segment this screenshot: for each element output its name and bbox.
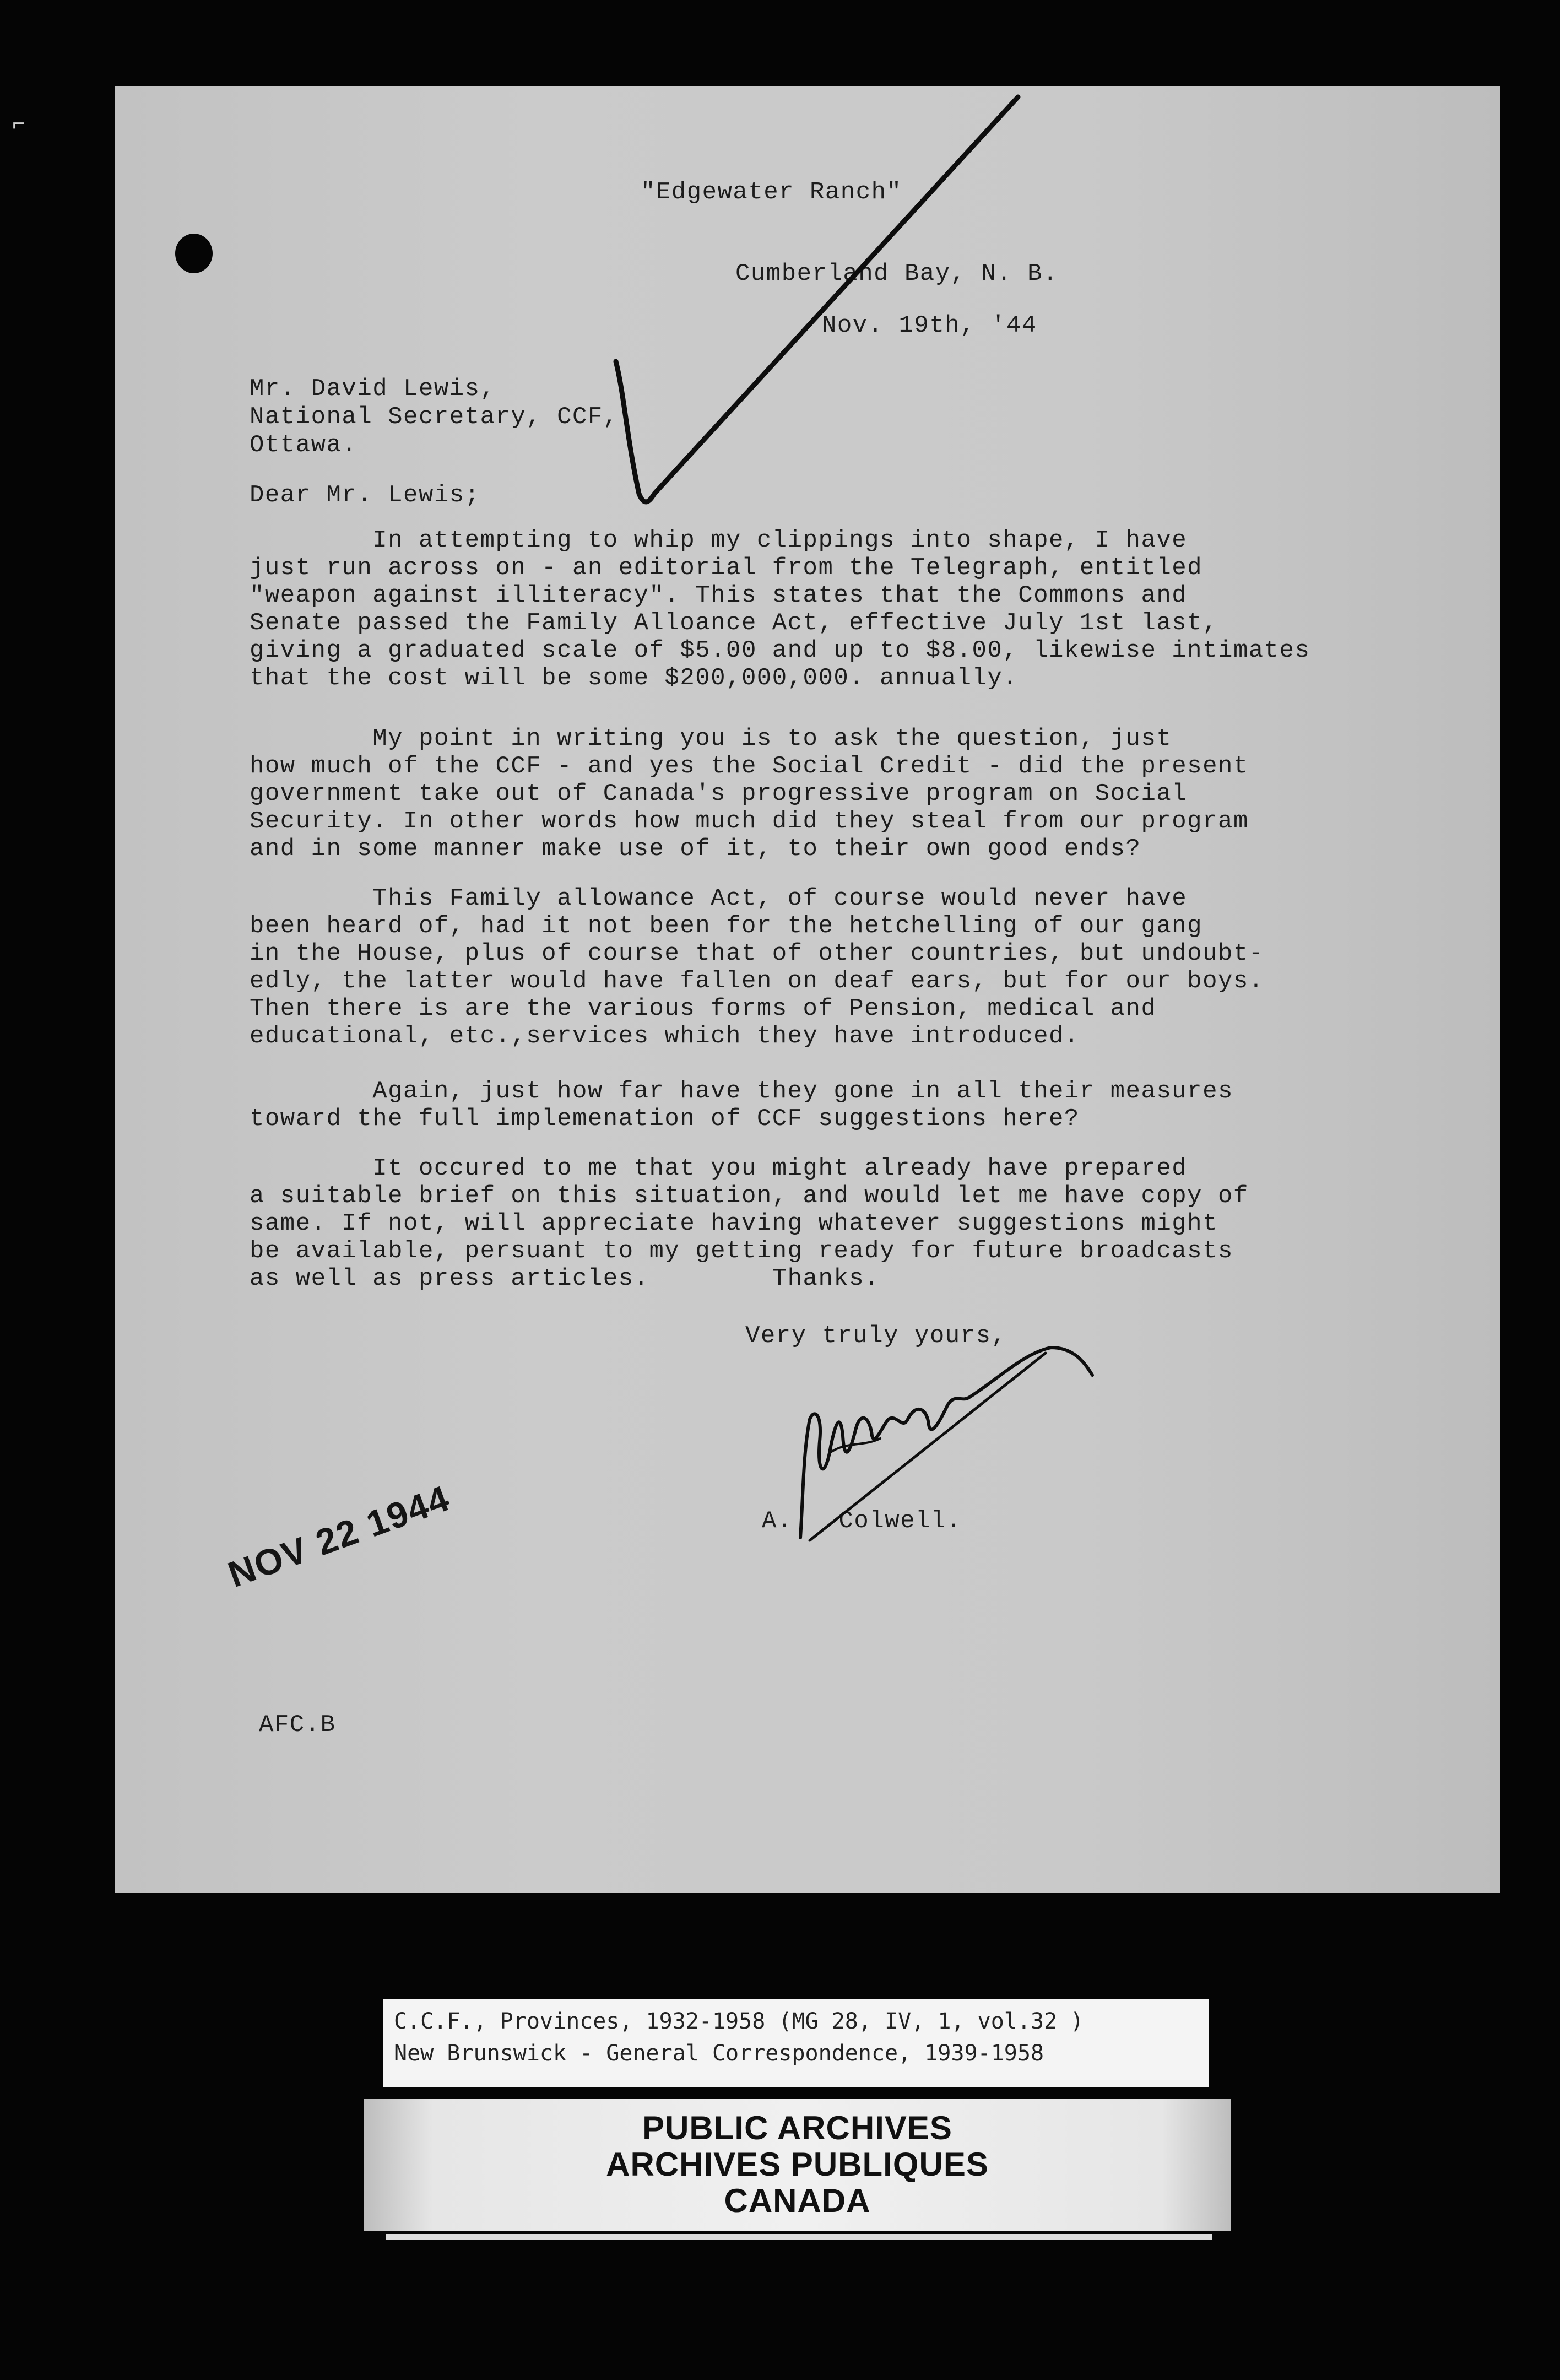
archive-reference-line: C.C.F., Provinces, 1932-1958 (MG 28, IV, 1, vol.32 ) (394, 2009, 1084, 2034)
body-line: This Family allowance Act, of course would never have (250, 885, 1188, 912)
archive-banner-line: ARCHIVES PUBLIQUES (606, 2146, 989, 2183)
body-line: that the cost will be some $200,000,000. annually. (250, 664, 1019, 692)
recipient-title: National Secretary, CCF, (250, 403, 619, 431)
film-speck: ⌐ (12, 113, 26, 138)
body-line: be available, persuant to my getting ready for future broadcasts (250, 1237, 1233, 1265)
archive-banner-line: CANADA (724, 2182, 871, 2219)
body-line: "weapon against illiteracy". This states that the Commons and (250, 582, 1188, 609)
body-line: It occured to me that you might already have prepared (250, 1155, 1188, 1182)
body-line: toward the full implemenation of CCF suggestions here? (250, 1105, 1080, 1133)
banner-base (386, 2234, 1212, 2240)
archive-banner-line: PUBLIC ARCHIVES (642, 2109, 952, 2146)
body-line: been heard of, had it not been for the hetchelling of our gang (250, 912, 1203, 940)
body-line: giving a graduated scale of $5.00 and up to $8.00, likewise intimates (250, 637, 1310, 664)
body-line: Again, just how far have they gone in all their measures (250, 1078, 1233, 1105)
body-line: educational, etc.,services which they have introduced. (250, 1023, 1080, 1050)
body-line: Senate passed the Family Alloance Act, effective July 1st last, (250, 609, 1218, 637)
body-line: In attempting to whip my clippings into shape, I have (250, 527, 1188, 554)
received-date-stamp: NOV 22 1944 (223, 1477, 456, 1595)
recipient-city: Ottawa. (250, 431, 358, 459)
letter-date: Nov. 19th, '44 (822, 312, 1037, 339)
body-line: My point in writing you is to ask the question, just (250, 725, 1172, 753)
archive-banner (364, 2099, 1231, 2231)
archive-reference-label (383, 1999, 1209, 2087)
body-line: just run across on - an editorial from the Telegraph, entitled (250, 554, 1203, 582)
sender-address: Cumberland Bay, N. B. (735, 260, 1058, 288)
salutation: Dear Mr. Lewis; (250, 482, 480, 509)
body-line: as well as press articles. Thanks. (250, 1265, 880, 1292)
body-line: in the House, plus of course that of other countries, but undoubt- (250, 940, 1264, 967)
recipient-name: Mr. David Lewis, (250, 375, 496, 403)
closing: Very truly yours, (745, 1322, 1007, 1350)
letterhead-ranch-name: "Edgewater Ranch" (641, 178, 902, 206)
letter-page (115, 86, 1500, 1893)
signatory-name: A. Colwell. (762, 1507, 962, 1535)
body-line: how much of the CCF - and yes the Social Credit - did the present (250, 753, 1249, 780)
body-line: government take out of Canada's progressive program on Social (250, 780, 1188, 808)
body-line: Then there is are the various forms of Pension, medical and (250, 995, 1157, 1023)
typist-initials: AFC.B (259, 1711, 336, 1739)
body-line: edly, the latter would have fallen on deaf ears, but for our boys. (250, 967, 1264, 995)
body-line: and in some manner make use of it, to their own good ends? (250, 835, 1141, 863)
signature (115, 86, 1500, 1684)
archive-reference-line: New Brunswick - General Correspondence, 1939-1958 (394, 2041, 1044, 2066)
body-line: a suitable brief on this situation, and would let me have copy of (250, 1182, 1249, 1210)
body-line: Security. In other words how much did they steal from our program (250, 808, 1249, 835)
body-line: same. If not, will appreciate having whatever suggestions might (250, 1210, 1218, 1237)
